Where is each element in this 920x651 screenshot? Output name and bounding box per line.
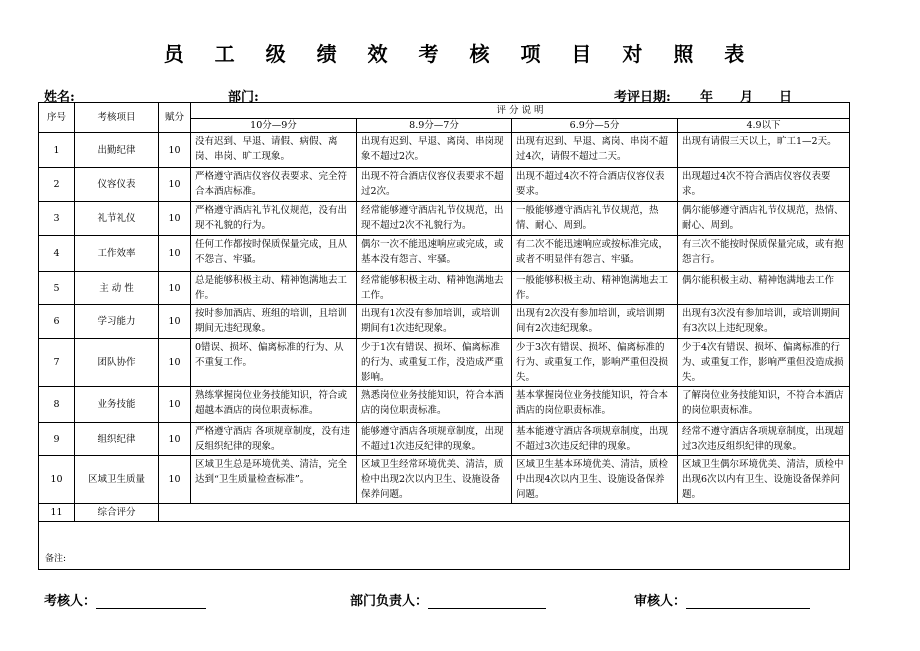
table-row bbox=[39, 305, 850, 339]
reviewer-signature bbox=[634, 590, 810, 609]
row-item: 礼节礼仪 bbox=[75, 202, 159, 236]
row-criteria: 总是能够积极主动、精神饱满地去工作。 bbox=[191, 272, 357, 305]
row-criteria: 少于1次有错误、损坏、偏离标准的行为、或重复工作，没造成严重影响。 bbox=[357, 339, 512, 387]
row-criteria: 基本掌握岗位业务技能知识，符合本酒店的岗位职责标准。 bbox=[512, 387, 678, 423]
row-criteria: 严格遵守酒店礼节礼仪规范，没有出现不礼貌的行为。 bbox=[191, 202, 357, 236]
dept-head-signature bbox=[350, 590, 546, 609]
row-criteria: 区域卫生偶尔环境优美、清洁，质检中出现6次以内有卫生、设施设备保养问题。 bbox=[678, 456, 850, 504]
row-criteria: 偶尔能够遵守酒店礼节仪规范，热情、耐心、周到。 bbox=[678, 202, 850, 236]
row-item: 区域卫生质量 bbox=[75, 456, 159, 504]
row-criteria: 有二次不能迅速响应或按标准完成，或者不明显伴有怨言、牢骚。 bbox=[512, 236, 678, 272]
row-criteria: 区域卫生总是环境优美、清洁，完全达到“卫生质量检查标准”。 bbox=[191, 456, 357, 504]
row-number: 7 bbox=[39, 339, 75, 387]
date-month: 月 bbox=[740, 90, 754, 105]
header-score: 赋分 bbox=[159, 103, 191, 133]
table-row bbox=[39, 133, 850, 168]
row-score: 10 bbox=[159, 387, 191, 423]
reviewer-signature-line[interactable] bbox=[686, 594, 810, 609]
row-item: 组织纪律 bbox=[75, 423, 159, 456]
assessment-table bbox=[38, 102, 850, 570]
notes-label: 备注: bbox=[45, 554, 67, 564]
row-criteria: 出现有请假三天以上，旷工1—2天。 bbox=[678, 133, 850, 168]
row-criteria: 出现有1次没有参加培训，或培训期间有1次违纪现象。 bbox=[357, 305, 512, 339]
row-number: 1 bbox=[39, 133, 75, 168]
row-criteria: 区域卫生基本环境优美、清洁，质检中出现4次以内卫生、设施设备保养问题。 bbox=[512, 456, 678, 504]
row-number: 5 bbox=[39, 272, 75, 305]
row-criteria: 一般能够遵守酒店礼节仪规范，热情、耐心、周到。 bbox=[512, 202, 678, 236]
row-criteria: 按时参加酒店、班组的培训，且培训期间无违纪现象。 bbox=[191, 305, 357, 339]
row-criteria: 熟悉岗位业务技能知识，符合本酒店的岗位职责标准。 bbox=[357, 387, 512, 423]
date-day: 日 bbox=[779, 90, 793, 105]
row-item: 主 动 性 bbox=[75, 272, 159, 305]
row-number: 10 bbox=[39, 456, 75, 504]
row-score: 10 bbox=[159, 133, 191, 168]
row-criteria: 出现有3次没有参加培训，或培训期间有3次以上违纪现象。 bbox=[678, 305, 850, 339]
row-criteria: 经常能够遵守酒店礼节仪规范，出现不超过2次不礼貌行为。 bbox=[357, 202, 512, 236]
header-scoring-description: 评 分 说 明 bbox=[191, 103, 850, 119]
table-row bbox=[39, 202, 850, 236]
header-range: 8.9分—7分 bbox=[357, 119, 512, 133]
document-title: 员 工 级 绩 效 考 核 项 目 对 照 表 bbox=[163, 42, 757, 66]
row-criteria: 出现有迟到、早退、离岗、串岗不超过4次，请假不超过二天。 bbox=[512, 133, 678, 168]
reviewer-label: 审核人： bbox=[634, 594, 687, 609]
row-item: 工作效率 bbox=[75, 236, 159, 272]
row-item: 出勤纪律 bbox=[75, 133, 159, 168]
row-criteria: 少于3次有错误、损坏、偏离标准的行为、或重复工作，影响严重但没损失。 bbox=[512, 339, 678, 387]
row-item: 团队协作 bbox=[75, 339, 159, 387]
row-criteria: 出现超过4次不符合酒店仪容仪表要求。 bbox=[678, 168, 850, 202]
row-number: 3 bbox=[39, 202, 75, 236]
table-row bbox=[39, 168, 850, 202]
row-score: 10 bbox=[159, 423, 191, 456]
row-criteria: 任何工作都按时保质保量完成，且从不怨言、牢骚。 bbox=[191, 236, 357, 272]
table-row bbox=[39, 423, 850, 456]
row-number: 2 bbox=[39, 168, 75, 202]
header-item: 考核项目 bbox=[75, 103, 159, 133]
row-criteria: 严格遵守酒店仪容仪表要求、完全符合本酒店标准。 bbox=[191, 168, 357, 202]
row-criteria: 区域卫生经常环境优美、清洁，质检中出现2次以内卫生、设施设备保养问题。 bbox=[357, 456, 512, 504]
row-criteria: 偶尔能积极主动、精神饱满地去工作 bbox=[678, 272, 850, 305]
row-criteria: 出现不符合酒店仪容仪表要求不超过2次。 bbox=[357, 168, 512, 202]
row-criteria: 严格遵守酒店 各项规章制度，没有违反组织纪律的现象。 bbox=[191, 423, 357, 456]
row-item: 学习能力 bbox=[75, 305, 159, 339]
table-row bbox=[39, 387, 850, 423]
row-criteria: 基本能遵守酒店各项规章制度，出现不超过3次违反纪律的现象。 bbox=[512, 423, 678, 456]
dept-head-label: 部门负责人： bbox=[350, 594, 429, 609]
row-criteria: 少于4次有错误、损坏、偏离标准的行为、或重复工作，影响严重但没造成损失。 bbox=[678, 339, 850, 387]
table-row bbox=[39, 456, 850, 504]
header-range: 4.9以下 bbox=[678, 119, 850, 133]
row-item: 仪容仪表 bbox=[75, 168, 159, 202]
date-label: 考评日期: bbox=[614, 90, 671, 105]
header-range: 6.9分—5分 bbox=[512, 119, 678, 133]
row-number: 8 bbox=[39, 387, 75, 423]
row-criteria: 能够遵守酒店各项规章制度，出现不超过1次违反纪律的现象。 bbox=[357, 423, 512, 456]
table-row bbox=[39, 272, 850, 305]
total-score-field[interactable] bbox=[159, 504, 850, 522]
assessor-signature-line[interactable] bbox=[96, 594, 206, 609]
row-criteria: 熟练掌握岗位业务技能知识，符合或超越本酒店的岗位职责标准。 bbox=[191, 387, 357, 423]
total-no: 11 bbox=[39, 504, 75, 522]
row-number: 6 bbox=[39, 305, 75, 339]
table-row bbox=[39, 236, 850, 272]
row-criteria: 出现不超过4次不符合酒店仪容仪表要求。 bbox=[512, 168, 678, 202]
row-criteria: 一般能够积极主动、精神饱满地去工作。 bbox=[512, 272, 678, 305]
row-criteria: 经常不遵守酒店各项规章制度，出现超过3次违反组织纪律的现象。 bbox=[678, 423, 850, 456]
row-criteria: 有三次不能按时保质保量完成，或有抱怨言行。 bbox=[678, 236, 850, 272]
row-score: 10 bbox=[159, 272, 191, 305]
row-score: 10 bbox=[159, 456, 191, 504]
row-criteria: 没有迟到、早退、请假、病假、离岗、串岗、旷工现象。 bbox=[191, 133, 357, 168]
row-item: 业务技能 bbox=[75, 387, 159, 423]
table-row bbox=[39, 339, 850, 387]
row-number: 4 bbox=[39, 236, 75, 272]
total-label: 综合评分 bbox=[75, 504, 159, 522]
row-number: 9 bbox=[39, 423, 75, 456]
dept-label: 部门: bbox=[228, 90, 259, 105]
row-criteria: 0错误、损坏、偏离标准的行为、从不重复工作。 bbox=[191, 339, 357, 387]
row-score: 10 bbox=[159, 305, 191, 339]
row-score: 10 bbox=[159, 168, 191, 202]
row-criteria: 出现有2次没有参加培训，或培训期间有2次违纪现象。 bbox=[512, 305, 678, 339]
header-range: 10分—9分 bbox=[191, 119, 357, 133]
notes-field[interactable] bbox=[39, 522, 850, 570]
assessor-label: 考核人： bbox=[44, 594, 97, 609]
assessor-signature bbox=[44, 590, 206, 609]
row-criteria: 经常能够积极主动、精神饱满地去工作。 bbox=[357, 272, 512, 305]
row-score: 10 bbox=[159, 202, 191, 236]
header-no: 序号 bbox=[39, 103, 75, 133]
row-score: 10 bbox=[159, 236, 191, 272]
date-year: 年 bbox=[700, 90, 714, 105]
dept-head-signature-line[interactable] bbox=[428, 594, 546, 609]
row-criteria: 了解岗位业务技能知识，不符合本酒店的岗位职责标准。 bbox=[678, 387, 850, 423]
row-criteria: 偶尔一次不能迅速响应或完成，或基本没有怨言、牢骚。 bbox=[357, 236, 512, 272]
name-label: 姓名: bbox=[44, 90, 75, 105]
row-criteria: 出现有迟到、早退、离岗、串岗现象不超过2次。 bbox=[357, 133, 512, 168]
row-score: 10 bbox=[159, 339, 191, 387]
